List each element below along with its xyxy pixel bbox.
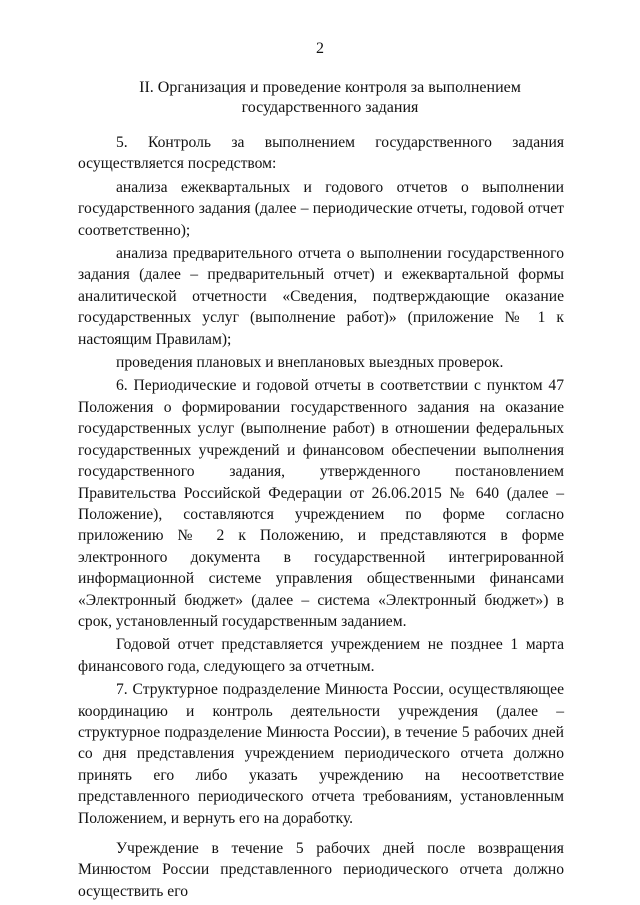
section-heading xyxy=(80,78,580,118)
document-body xyxy=(78,132,564,904)
paragraph-7: 7. Структурное подразделение Минюста России, осуществляющее координацию и контроль деятельности учреждения (далее – структурное подразделение Минюста России), в течение 5 рабочих дней со дня представления учреждением периодического отчета должно принять его либо указать учреждению на несоответствие представленного периодического отчета требованиям, установленным Положением, и вернуть его на доработку. xyxy=(78,681,564,827)
page-number: 2 xyxy=(316,40,324,57)
paragraph-5-item-1: анализа ежеквартальных и годового отчетов о выполнении государственного задания (далее – периодические отчеты, годовой отчет соответственно); xyxy=(78,178,564,239)
paragraph-5-item-3: проведения плановых и внеплановых выездных проверок. xyxy=(116,354,504,372)
section-heading-line-2: государственного задания xyxy=(241,99,419,116)
section-heading-line-1: II. Организация и проведение контроля за выполнением xyxy=(139,79,521,96)
paragraph-5-intro: 5. Контроль за выполнением государственного задания осуществляется посредством: xyxy=(78,134,564,173)
paragraph-5-item-2: анализа предварительного отчета о выполнении государственного задания (далее – предварительный отчет) и ежеквартальной формы аналитической отчетности «Сведения, подтверждающие оказание государственных услуг (выполнение работ)» (приложение № 1 к настоящим Правилам); xyxy=(78,245,564,348)
paragraph-6-annual: Годовой отчет представляется учреждением не позднее 1 марта финансового года, следующего за отчетным. xyxy=(78,636,564,675)
paragraph-6: 6. Периодические и годовой отчеты в соответствии с пунктом 47 Положения о формировании государственного задания на оказание государственных услуг (выполнение работ) в отношении федеральных государственных учреждений и финансовом обеспечении выполнения государственного задания, утвержденного постановлением Правительства Российской Федерации от 26.06.2015 № 640 (далее – Положение), составляются учреждением по форме согласно приложению № 2 к Положению, и представляются в форме электронного документа в государственной интегрированной информационной системе управления общественными финансами «Электронный бюджет» (далее – система «Электронный бюджет») в срок, установленный государственным заданием. xyxy=(78,377,564,630)
paragraph-7-continuation: Учреждение в течение 5 рабочих дней после возвращения Минюстом России представленного периодического отчета должно осуществить его xyxy=(78,840,564,900)
